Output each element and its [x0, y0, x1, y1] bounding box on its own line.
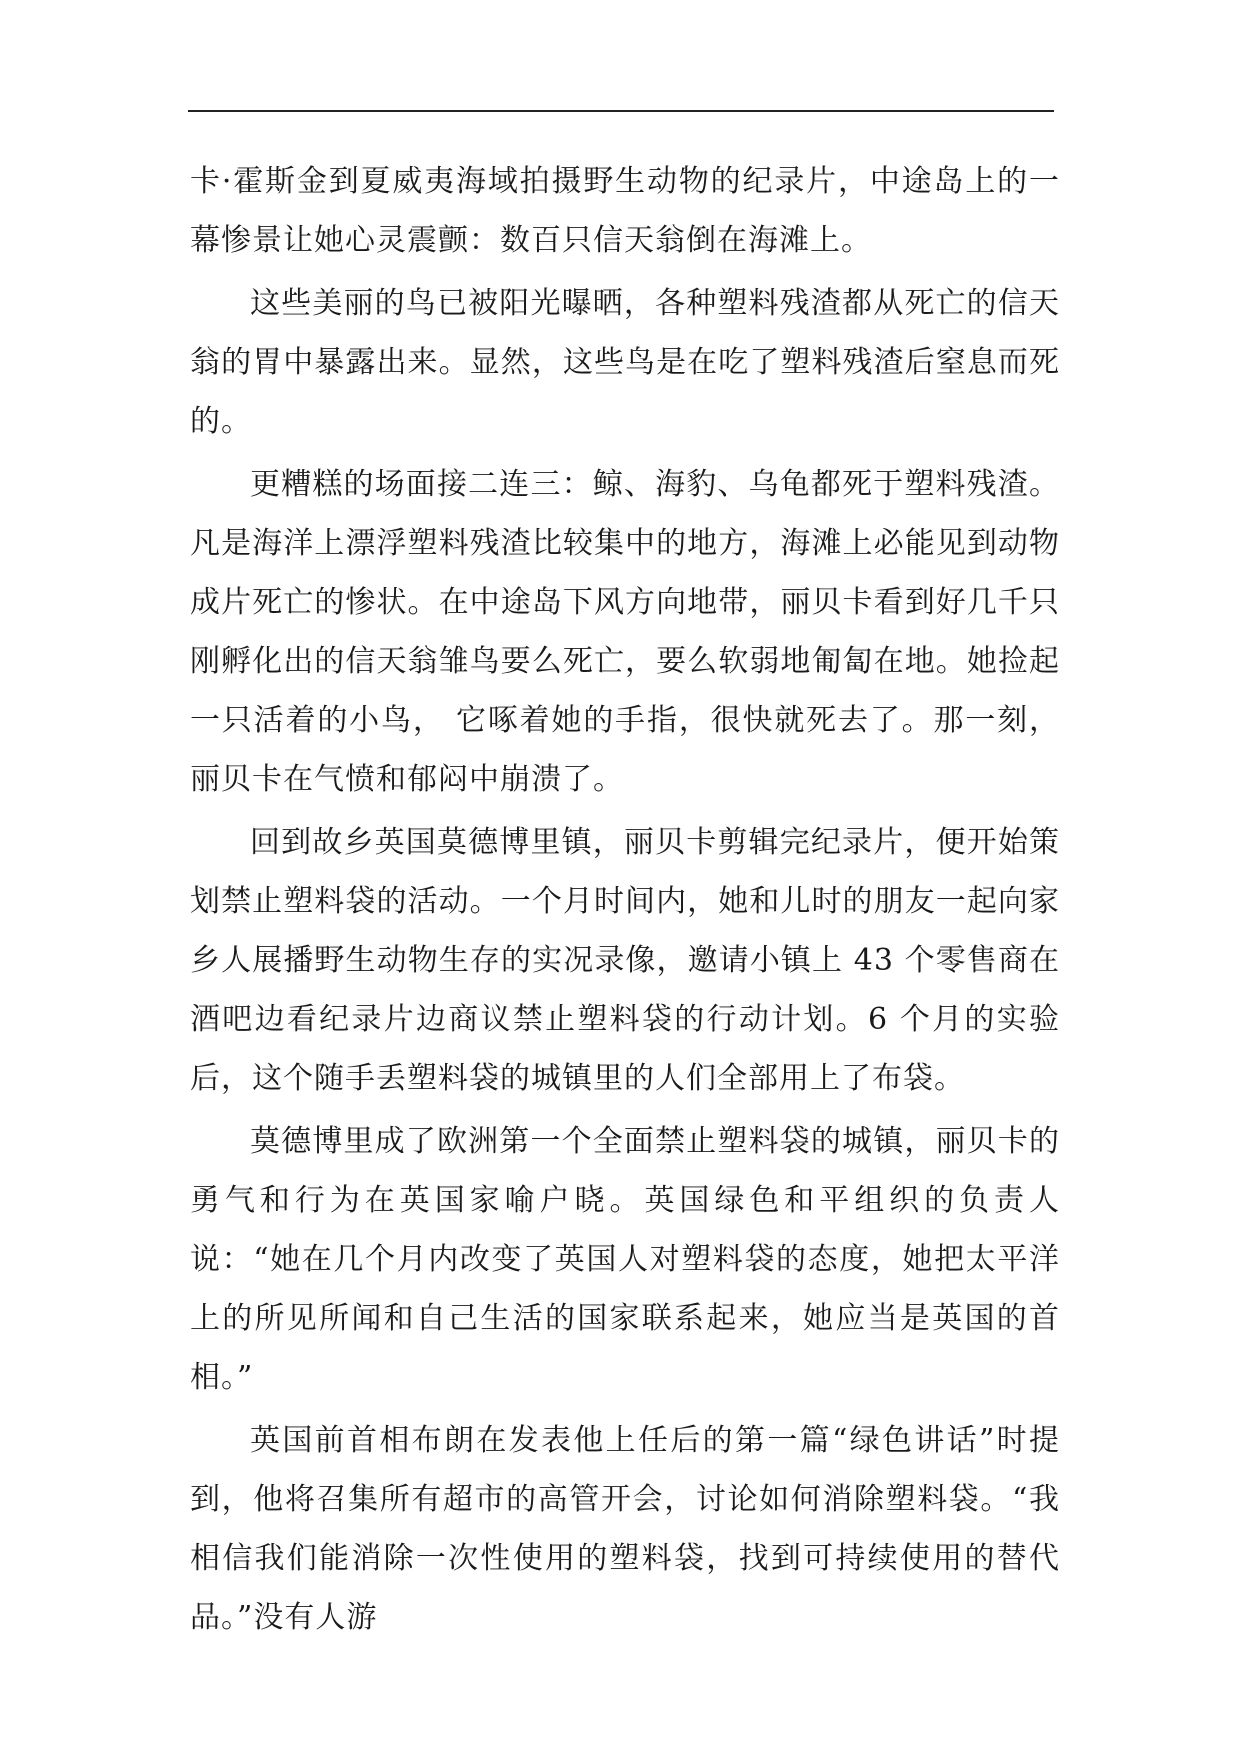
paragraph: 这些美丽的鸟已被阳光曝晒，各种塑料残渣都从死亡的信天翁的胃中暴露出来。显然，这些鸟是在吃了塑料残渣后窒息而死的。: [190, 286, 1060, 439]
paragraph: 卡·霍斯金到夏威夷海域拍摄野生动物的纪录片，中途岛上的一幕惨景让她心灵震颤：数百只信天翁倒在海滩上。: [190, 164, 1060, 258]
header-rule: [188, 110, 1054, 112]
paragraph: 更糟糕的场面接二连三：鲸、海豹、乌龟都死于塑料残渣。凡是海洋上漂浮塑料残渣比较集中的地方，海滩上必能见到动物成片死亡的惨状。在中途岛下风方向地带，丽贝卡看到好几千只刚孵化出的信天翁雏鸟要么死亡，要么软弱地匍匐在地。她捡起一只活着的小鸟， 它啄着她的手指，很快就死去了。那一刻，丽贝卡在气愤和郁闷中崩溃了。: [190, 467, 1060, 797]
paragraph: 莫德博里成了欧洲第一个全面禁止塑料袋的城镇，丽贝卡的勇气和行为在英国家喻户晓。英国绿色和平组织的负责人说：“她在几个月内改变了英国人对塑料袋的态度，她把太平洋上的所见所闻和自己生活的国家联系起来，她应当是英国的首相。”: [190, 1124, 1060, 1395]
document-body: [190, 152, 1060, 1647]
paragraph: 英国前首相布朗在发表他上任后的第一篇“绿色讲话”时提到，他将召集所有超市的高管开会，讨论如何消除塑料袋。“我相信我们能消除一次性使用的塑料袋，找到可持续使用的替代品。”没有人游: [190, 1423, 1060, 1635]
paragraph: 回到故乡英国莫德博里镇，丽贝卡剪辑完纪录片，便开始策划禁止塑料袋的活动。一个月时间内，她和儿时的朋友一起向家乡人展播野生动物生存的实况录像，邀请小镇上 43 个零售商在酒吧边看纪录片边商议禁止塑料袋的行动计划。6 个月的实验后，这个随手丢塑料袋的城镇里的人们全部用上了布袋。: [190, 825, 1060, 1096]
